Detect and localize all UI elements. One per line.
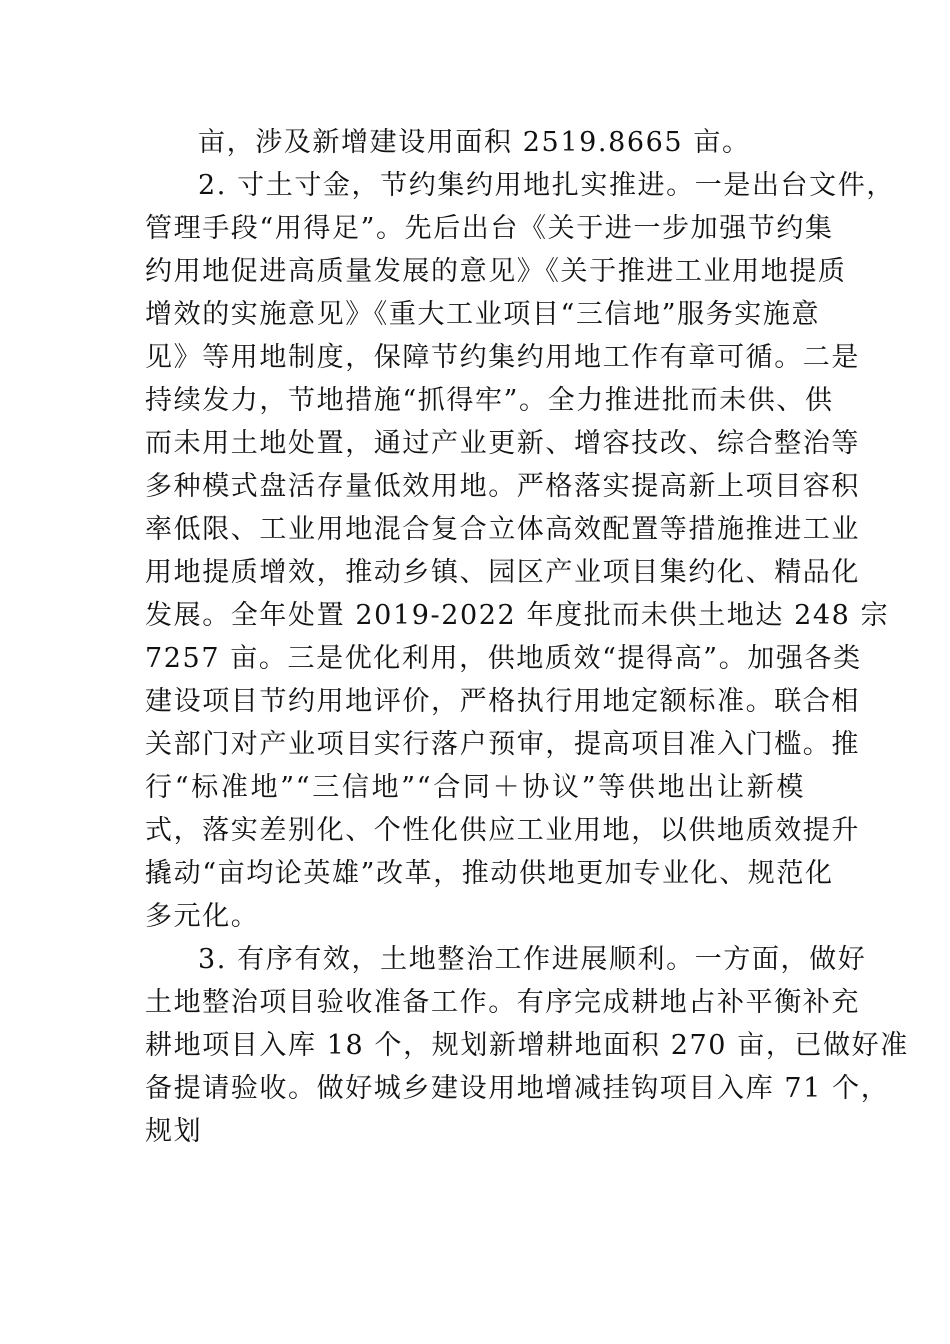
text-line: 备提请验收。做好城乡建设用地增减挂钩项目入库 71 个， [145, 1073, 890, 1104]
text-line: 多种模式盘活存量低效用地。严格落实提高新上项目容积 [145, 471, 860, 502]
text-line: 关部门对产业项目实行落户预审，提高项目准入门槛。推 [145, 729, 860, 760]
text-line: 管理手段“用得足”。先后出台《关于进一步加强节约集 [145, 213, 834, 244]
paragraph-heading-line: 3. 有序有效，土地整治工作进展顺利。一方面，做好 [198, 944, 867, 975]
text-line: 行“标准地”“三信地”“合同＋协议”等供地出让新模 [145, 772, 805, 803]
text-line: 见》等用地制度，保障节约集约用地工作有章可循。二是 [145, 342, 860, 373]
text-line: 率低限、工业用地混合复合立体高效配置等措施推进工业 [145, 514, 860, 545]
paragraph-heading-line: 2. 寸土寸金，节约集约用地扎实推进。一是出台文件， [198, 170, 895, 201]
text-line: 约用地促进高质量发展的意见》《关于推进工业用地提质 [145, 256, 847, 287]
text-line: 而未用土地处置，通过产业更新、增容技改、综合整治等 [145, 428, 860, 459]
text-line: 发展。全年处置 2019-2022 年度批而未供土地达 248 宗 [145, 600, 890, 631]
text-line: 式，落实差别化、个性化供应工业用地，以供地质效提升 [145, 815, 860, 846]
text-line: 撬动“亩均论英雄”改革，推动供地更加专业化、规范化 [145, 858, 834, 889]
text-line: 土地整治项目验收准备工作。有序完成耕地占补平衡补充 [145, 987, 860, 1018]
text-line: 亩，涉及新增建设用面积 2519.8665 亩。 [198, 127, 751, 158]
text-line: 用地提质增效，推动乡镇、园区产业项目集约化、精品化 [145, 557, 860, 588]
text-line: 持续发力，节地措施“抓得牢”。全力推进批而未供、供 [145, 385, 834, 416]
text-line: 多元化。 [145, 901, 260, 932]
text-line: 建设项目节约用地评价，严格执行用地定额标准。联合相 [145, 686, 860, 717]
text-line: 7257 亩。三是优化利用，供地质效“提得高”。加强各类 [145, 643, 862, 674]
text-line: 增效的实施意见》《重大工业项目“三信地”服务实施意 [145, 299, 821, 330]
text-line: 规划 [145, 1116, 203, 1147]
text-line: 耕地项目入库 18 个，规划新增耕地面积 270 亩，已做好准 [145, 1030, 909, 1061]
